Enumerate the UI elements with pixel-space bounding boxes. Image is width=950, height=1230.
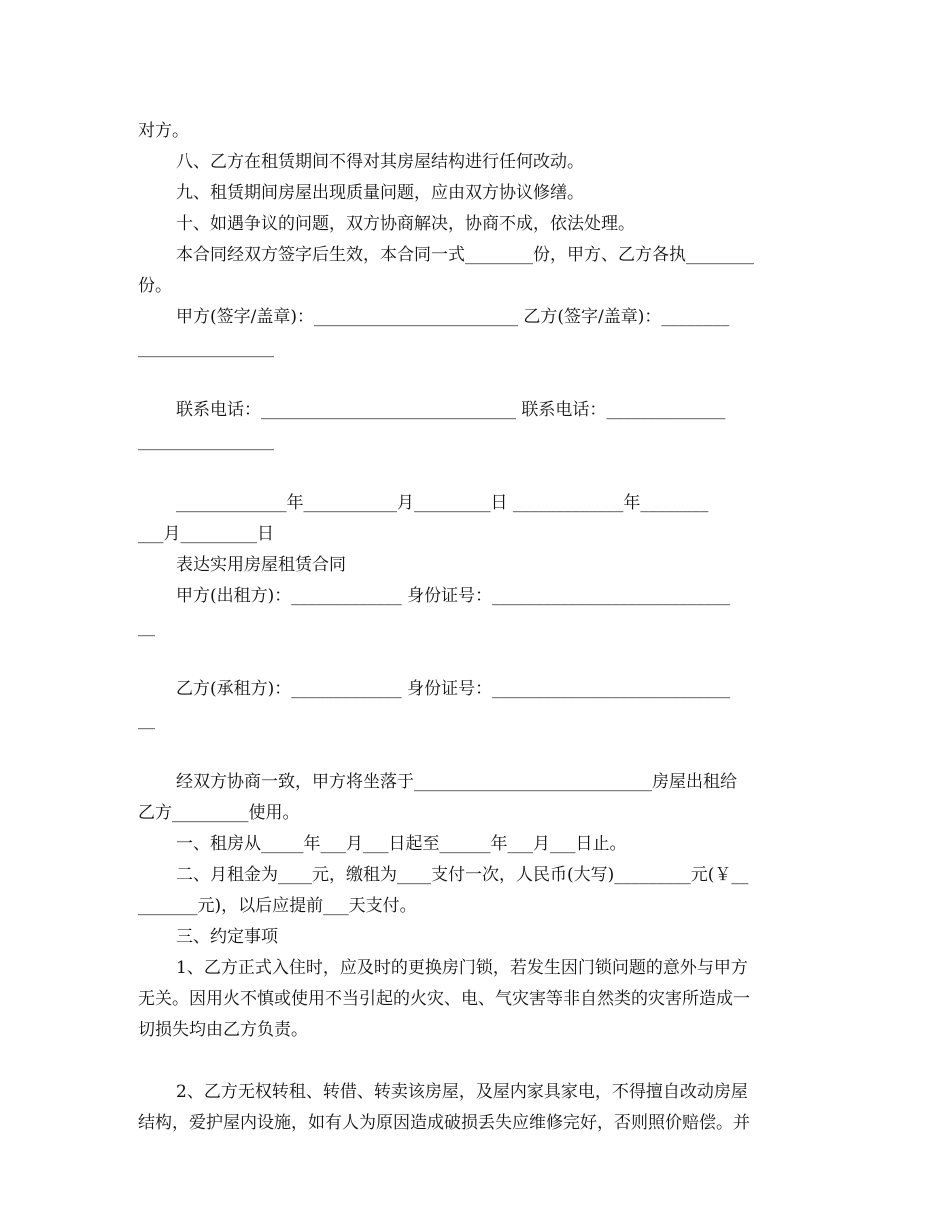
paragraph-line: 对方。 [138,121,189,141]
lessee-line-cont: __ [138,710,155,730]
term-2: 2、乙方无权转租、转借、转卖该房屋，及屋内家具家电，不得擅自改动房屋 [176,1082,748,1102]
effective-clause: 本合同经双方签字后生效，本合同一式________份，甲方、乙方各执________ [176,245,754,265]
phone-line-cont: ________________ [138,431,274,451]
phone-line: 联系电话：______________________________ 联系电话：______________ [176,400,726,420]
term-1: 1、乙方正式入住时，应及时的更换房门锁，若发生因门锁问题的意外与甲方 [176,958,748,978]
term-line: 一、租房从_____年___月___日起至______年___月___日止。 [176,834,627,854]
contract-text [138,116,818,1139]
rent-line: 二、月租金为____元，缴租为____支付一次，人民币(大写)_________元(￥__ [176,865,749,885]
clause-8: 八、乙方在租赁期间不得对其房屋结构进行任何改动。 [176,152,584,172]
lessor-line: 甲方(出租方)：_____________ 身份证号：____________________________ [176,586,731,606]
term-1-cont: 无关。因用火不慎或使用不当引起的火灾、电、气灾害等非自然类的灾害所造成一 [138,989,750,1009]
signature-line-cont: ________________ [138,338,274,358]
agreement-line-cont: 乙方_________使用。 [138,803,300,823]
clause-9: 九、租赁期间房屋出现质量问题，应由双方协议修缮。 [176,183,584,203]
term-1-cont-2: 切损失均由乙方负责。 [138,1020,308,1040]
term-2-cont: 结构，爱护屋内设施，如有人为原因造成破损丢失应维修完好，否则照价赔偿。并 [138,1113,750,1133]
date-line-cont: ___月_________日 [138,524,274,544]
clause-10: 十、如遇争议的问题，双方协商解决，协商不成，依法处理。 [176,214,635,234]
lessor-line-cont: __ [138,617,155,637]
signature-line: 甲方(签字/盖章)：________________________ 乙方(签字/盖章)：________ [176,307,730,327]
contract-title: 表达实用房屋租赁合同 [176,555,346,575]
terms-heading: 三、约定事项 [176,927,278,947]
effective-clause-cont: 份。 [138,276,172,296]
date-line: _____________年___________月_________日 _____________年________ [176,493,709,513]
rent-line-cont: _______元)，以后应提前___天支付。 [138,896,417,916]
agreement-line: 经双方协商一致，甲方将坐落于____________________________房屋出租给 [176,772,737,792]
lessee-line: 乙方(承租方)：_____________ 身份证号：____________________________ [176,679,731,699]
